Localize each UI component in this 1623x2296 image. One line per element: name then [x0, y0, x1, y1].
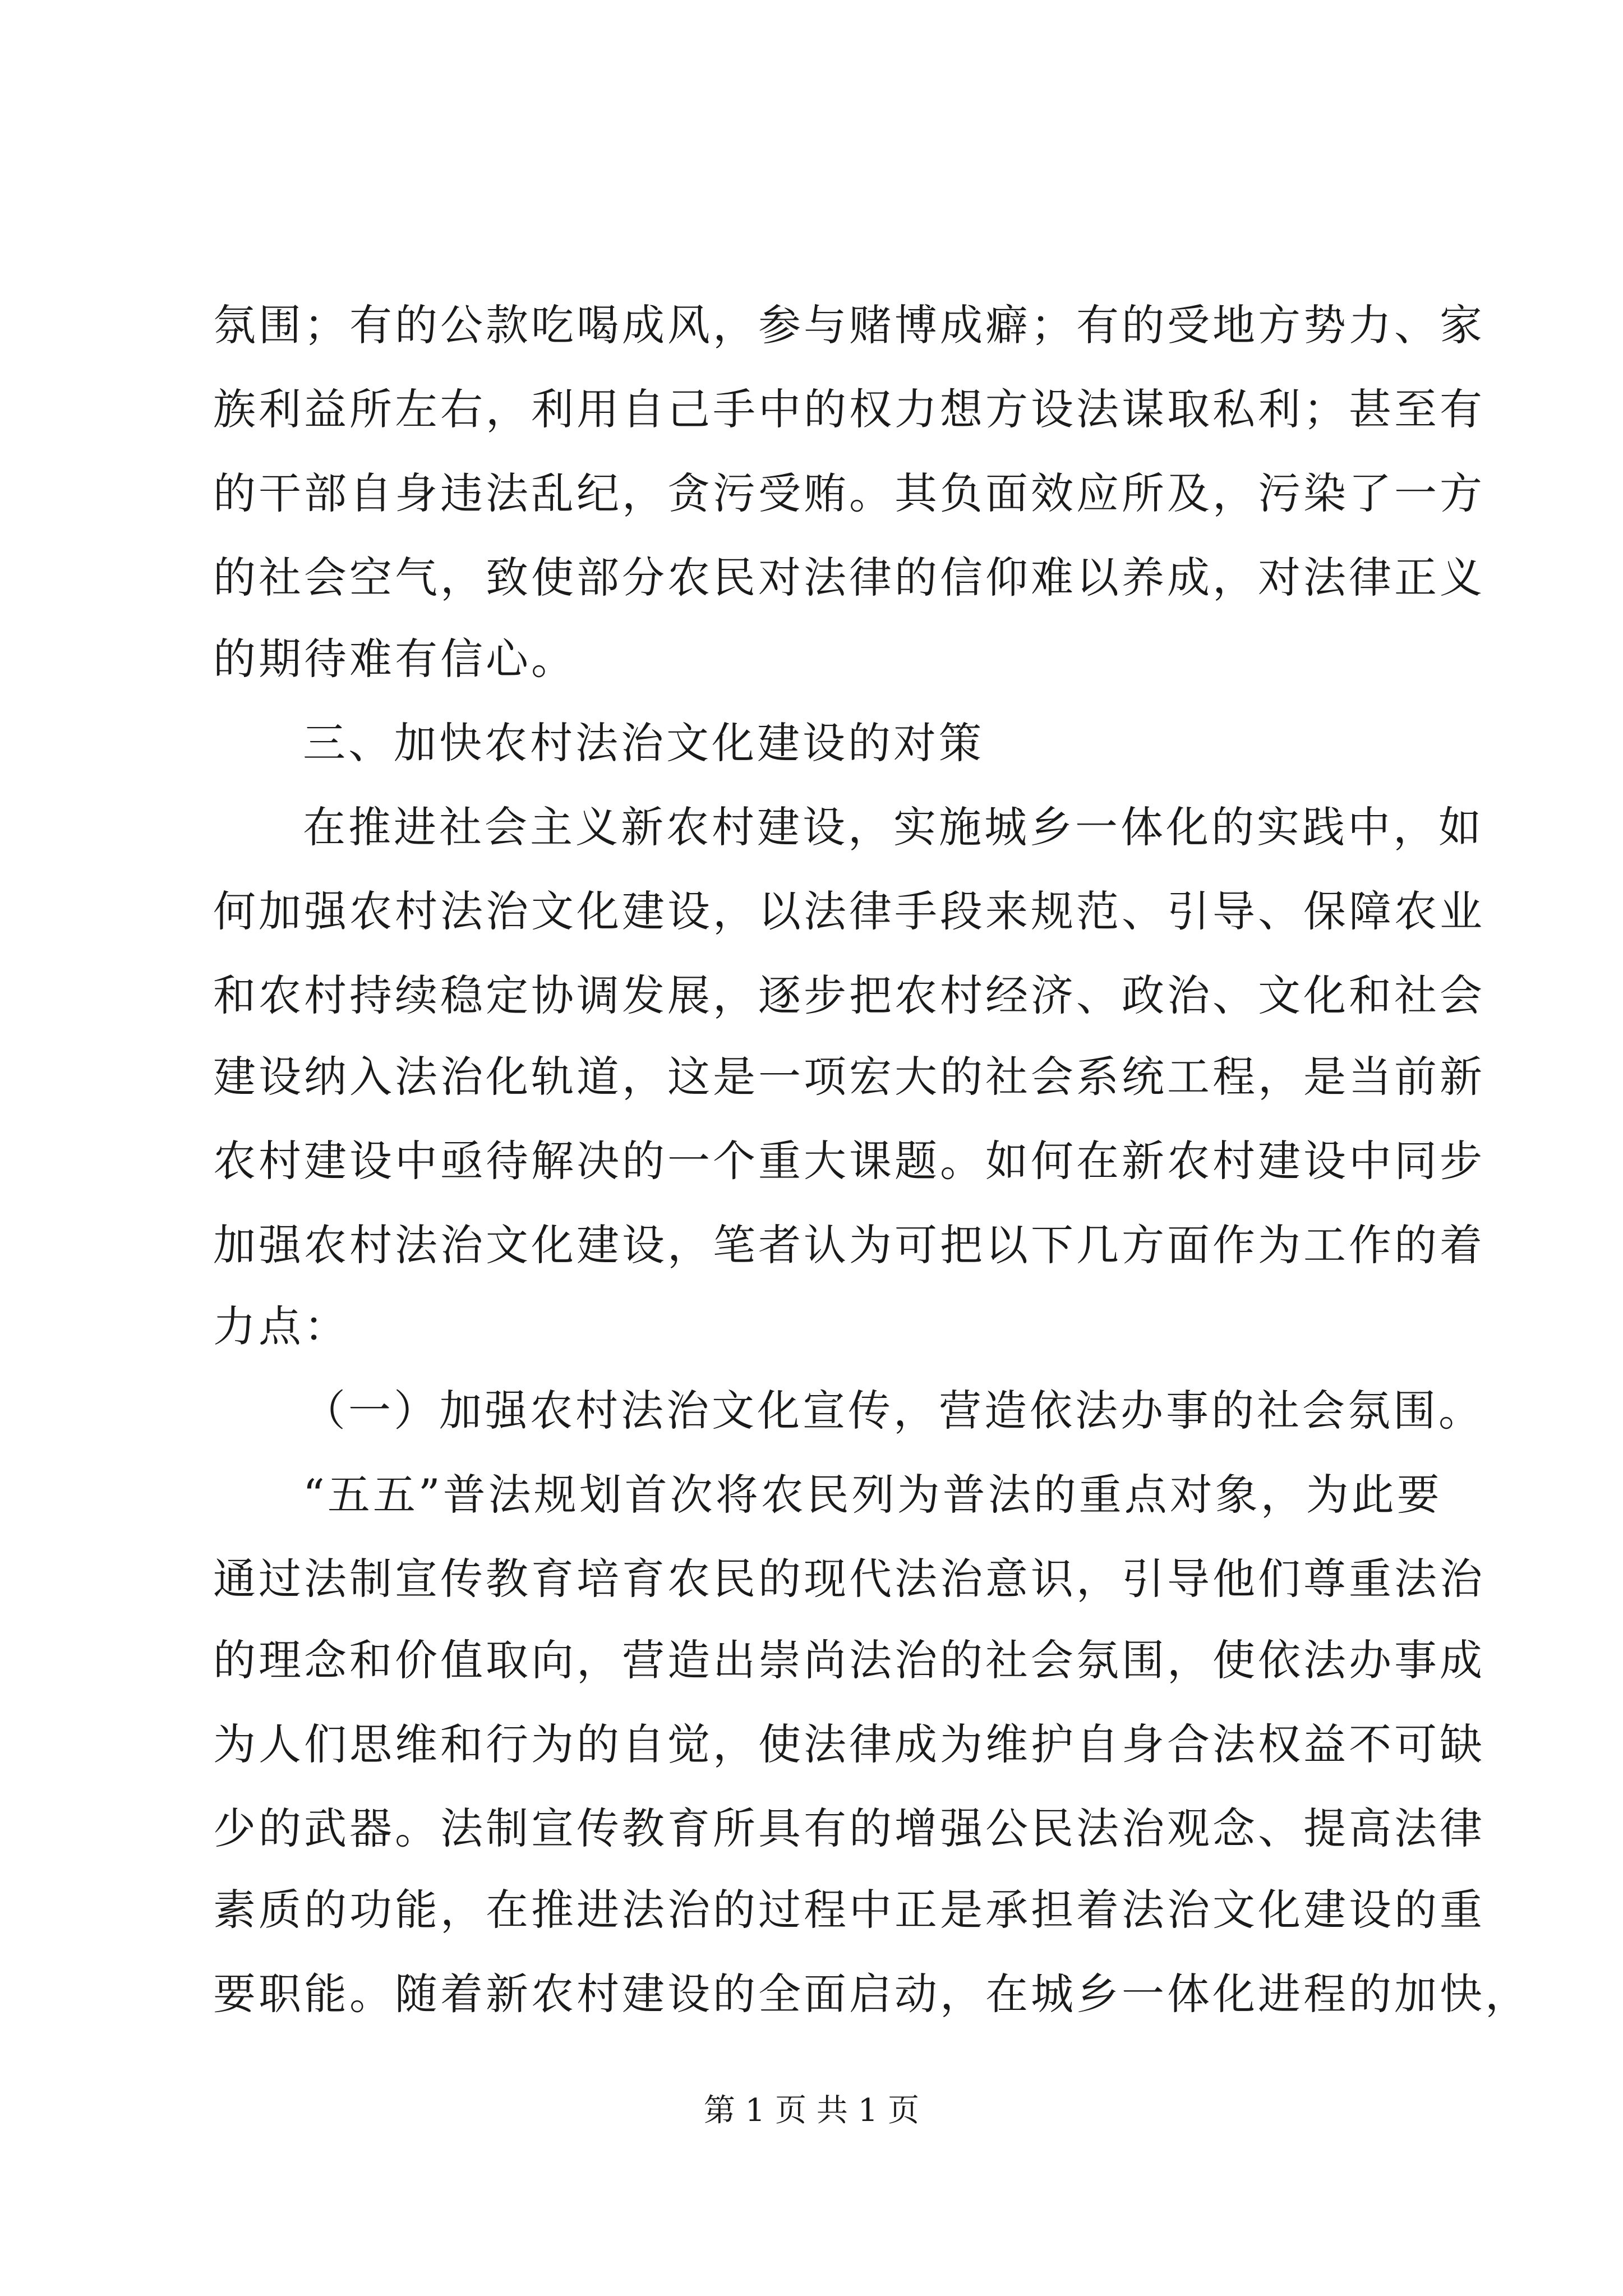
- text-line: 建设纳入法治化轨道，这是一项宏大的社会系统工程，是当前新: [213, 1052, 1485, 1102]
- text-line: 的期待难有信心。: [213, 634, 577, 684]
- text-line: 力点：: [213, 1301, 349, 1351]
- text-line: 和农村持续稳定协调发展，逐步把农村经济、政治、文化和社会: [213, 970, 1485, 1020]
- text-line: 在推进社会主义新农村建设，实施城乡一体化的实践中，如: [303, 802, 1484, 852]
- text-line: 加强农村法治文化建设，笔者认为可把以下几方面作为工作的着: [213, 1220, 1485, 1270]
- text-line: 农村建设中亟待解决的一个重大课题。如何在新农村建设中同步: [213, 1136, 1485, 1186]
- text-line: 的理念和价值取向，营造出崇尚法治的社会氛围，使依法办事成: [213, 1635, 1485, 1685]
- text-line: 为人们思维和行为的自觉，使法律成为维护自身合法权益不可缺: [213, 1719, 1485, 1769]
- section-heading: 三、加快农村法治文化建设的对策: [303, 718, 984, 768]
- subsection-heading: （一）加强农村法治文化宣传，营造依法办事的社会氛围。: [303, 1386, 1484, 1435]
- text-line: “五五”普法规划首次将农民列为普法的重点对象，为此要: [303, 1470, 1442, 1520]
- text-line: 的干部自身违法乱纪，贪污受贿。其负面效应所及，污染了一方: [213, 468, 1485, 518]
- text-line: 要职能。随着新农村建设的全面启动，在城乡一体化进程的加快，: [213, 1969, 1530, 2019]
- page-number-footer: 第 1 页 共 1 页: [703, 2092, 920, 2129]
- text-line: 氛围；有的公款吃喝成风，参与赌博成癖；有的受地方势力、家: [213, 300, 1485, 350]
- text-line: 族利益所左右，利用自己手中的权力想方设法谋取私利；甚至有: [213, 384, 1485, 434]
- text-line: 通过法制宣传教育培育农民的现代法治意识，引导他们尊重法治: [213, 1554, 1485, 1604]
- text-line: 何加强农村法治文化建设，以法律手段来规范、引导、保障农业: [213, 886, 1485, 936]
- text-line: 的社会空气，致使部分农民对法律的信仰难以养成，对法律正义: [213, 553, 1485, 602]
- text-line: 少的武器。法制宣传教育所具有的增强公民法治观念、提高法律: [213, 1803, 1485, 1853]
- text-line: 素质的功能，在推进法治的过程中正是承担着法治文化建设的重: [213, 1885, 1485, 1935]
